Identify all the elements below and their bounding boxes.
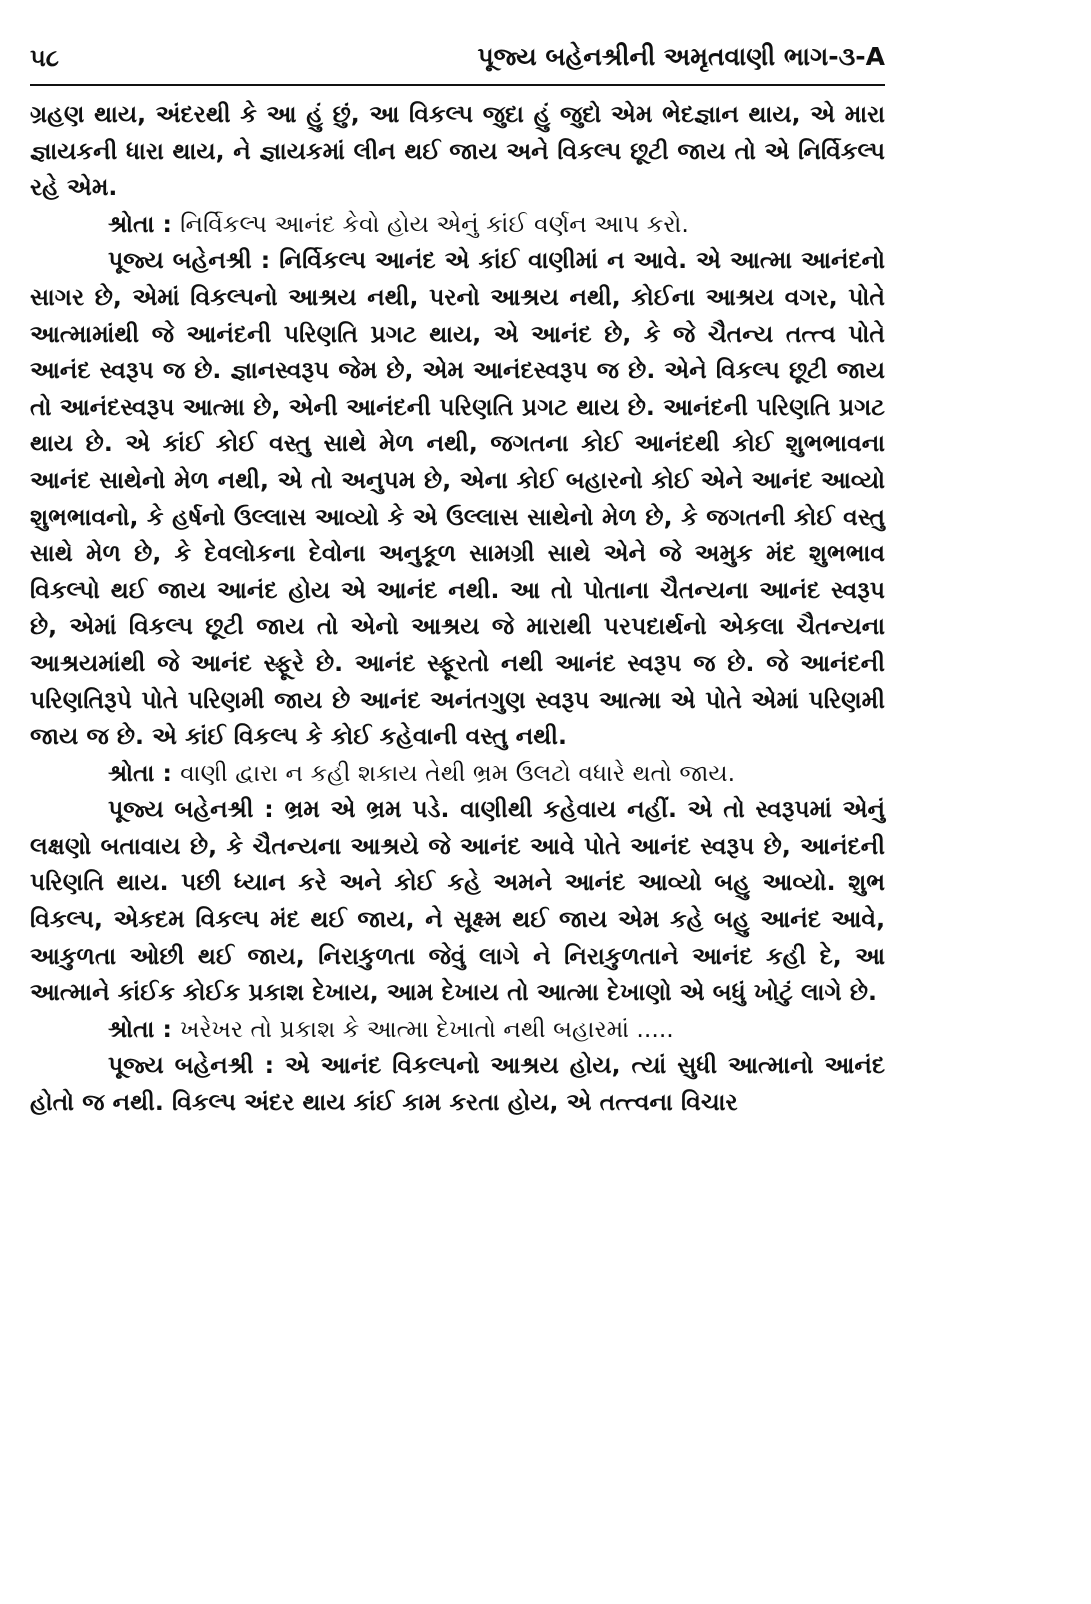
book-page	[30, 40, 885, 1121]
speaker-label: શ્રોતા	[108, 758, 155, 787]
paragraph-text: નિર્વિકલ્પ આનંદ એ કાંઈ વાણીમાં ન આવે. એ આત્મા આનંદનો સાગર છે, એમાં વિકલ્પનો આશ્રય નથી, પરનો આશ્રય નથી, કોઈના આશ્રય વગર, પોતે આત્મામાંથી જે આનંદની પરિણતિ પ્રગટ થાય, એ આનંદ છે, કે જે ચૈતન્ય તત્ત્વ પોતે આનંદ સ્વરૂપ જ છે. જ્ઞાનસ્વરૂપ જેમ છે, એમ આનંદસ્વરૂપ જ છે. એને વિકલ્પ છૂટી જાય તો આનંદસ્વરૂપ આત્મા છે, એની આનંદની પરિણતિ પ્રગટ થાય છે. આનંદની પરિણતિ પ્રગટ થાય છે. એ કાંઈ કોઈ વસ્તુ સાથે મેળ નથી, જગતના કોઈ આનંદથી કોઈ શુભભાવના આનંદ સાથેનો મેળ નથી, એ તો અનુપમ છે, એના કોઈ બહારનો કોઈ એને આનંદ આવ્યો શુભભાવનો, કે હર્ષનો ઉલ્લાસ આવ્યો કે એ ઉલ્લાસ સાથેનો મેળ છે, કે જગતની કોઈ વસ્તુ સાથે મેળ છે, કે દેવલોકના દેવોના અનુકૂળ સામગ્રી સાથે એને જે અમુક મંદ શુભભાવ વિકલ્પો થઈ જાય આનંદ હોય એ આનંદ નથી. આ તો પોતાના ચૈતન્યના આનંદ સ્વરૂપ છે, એમાં વિકલ્પ છૂટી જાય તો એનો આશ્રય જે મારાથી પરપદાર્થનો એકલા ચૈતન્યના આશ્રયમાંથી જે આનંદ સ્ફૂરે છે. આનંદ સ્ફૂરતો નથી આનંદ સ્વરૂપ જ છે. જે આનંદની પરિણતિરૂપે પોતે પરિણમી જાય છે આનંદ અનંતગુણ સ્વરૂપ આત્મા એ પોતે એમાં પરિણમી જાય જ છે. એ કાંઈ વિકલ્પ કે કોઈ કહેવાની વસ્તુ નથી.	[30, 246, 885, 751]
speaker-separator: :	[253, 1051, 285, 1080]
speaker-separator: :	[154, 758, 181, 787]
speaker-separator: :	[253, 795, 285, 824]
paragraph-text: વાણી દ્વારા ન કહી શકાય તેથી ભ્રમ ઉલટો વધારે થતો જાય.	[180, 758, 736, 787]
speaker-label: પૂજ્ય બહેનશ્રી	[108, 246, 252, 275]
paragraph-answer	[30, 1047, 885, 1120]
speaker-separator: :	[154, 1014, 181, 1043]
page-body	[30, 96, 885, 1121]
running-title: પૂજ્ય બહેનશ્રીની અમૃતવાણી ભાગ-૩-A	[477, 42, 885, 71]
paragraph-text: નિર્વિકલ્પ આનંદ કેવો હોય એનું કાંઈ વર્ણન આપ કરો.	[180, 209, 689, 238]
paragraph-text: ભ્રમ એ ભ્રમ પડે. વાણીથી કહેવાય નહીં. એ તો સ્વરૂપમાં એનું લક્ષણો બતાવાય છે, કે ચૈતન્યના આશ્રયે જે આનંદ આવે પોતે આનંદ સ્વરૂપ છે, આનંદની પરિણતિ થાય. પછી ધ્યાન કરે અને કોઈ કહે અમને આનંદ આવ્યો બહુ આવ્યો. શુભ વિકલ્પ, એકદમ વિકલ્પ મંદ થઈ જાય, ને સૂક્ષ્મ થઈ જાય એમ કહે બહુ આનંદ આવે, આકુળતા ઓછી થઈ જાય, નિરાકુળતા જેવું લાગે ને નિરાકુળતાને આનંદ કહી દે, આ આત્માને કાંઈક કોઈક પ્રકાશ દેખાય, આમ દેખાય તો આત્મા દેખાણો એ બધું ખોટું લાગે છે.	[30, 795, 885, 1007]
speaker-separator: :	[251, 246, 280, 275]
speaker-label: શ્રોતા	[108, 209, 155, 238]
paragraph-text: ખરેખર તો પ્રકાશ કે આત્મા દેખાતો નથી બહારમાં .....	[180, 1014, 674, 1043]
speaker-label: શ્રોતા	[108, 1014, 155, 1043]
paragraph-continuation	[30, 96, 885, 206]
paragraph-text: એ આનંદ વિકલ્પનો આશ્રય હોય, ત્યાં સુધી આત્માનો આનંદ હોતો જ નથી. વિકલ્પ અંદર થાય કાંઈ કામ કરતા હોય, એ તત્ત્વના વિચાર	[30, 1051, 886, 1117]
paragraph-listener-question	[30, 1011, 885, 1048]
page-number: ૫૮	[30, 44, 59, 72]
speaker-separator: :	[154, 209, 181, 238]
paragraph-answer	[30, 242, 885, 754]
paragraph-answer	[30, 791, 885, 1011]
speaker-label: પૂજ્ય બહેનશ્રી	[108, 795, 254, 824]
paragraph-listener-question	[30, 206, 885, 243]
paragraph-text: ગ્રહણ થાય, અંદરથી કે આ હું છું, આ વિકલ્પ જુદા હું જુદો એમ ભેદજ્ઞાન થાય, એ મારા જ્ઞાયકની ધારા થાય, ને જ્ઞાયકમાં લીન થઈ જાય અને વિકલ્પ છૂટી જાય તો એ નિર્વિકલ્પ રહે એમ.	[30, 100, 885, 202]
page-header	[30, 40, 885, 86]
paragraph-listener-question	[30, 755, 885, 792]
speaker-label: પૂજ્ય બહેનશ્રી	[108, 1051, 254, 1080]
